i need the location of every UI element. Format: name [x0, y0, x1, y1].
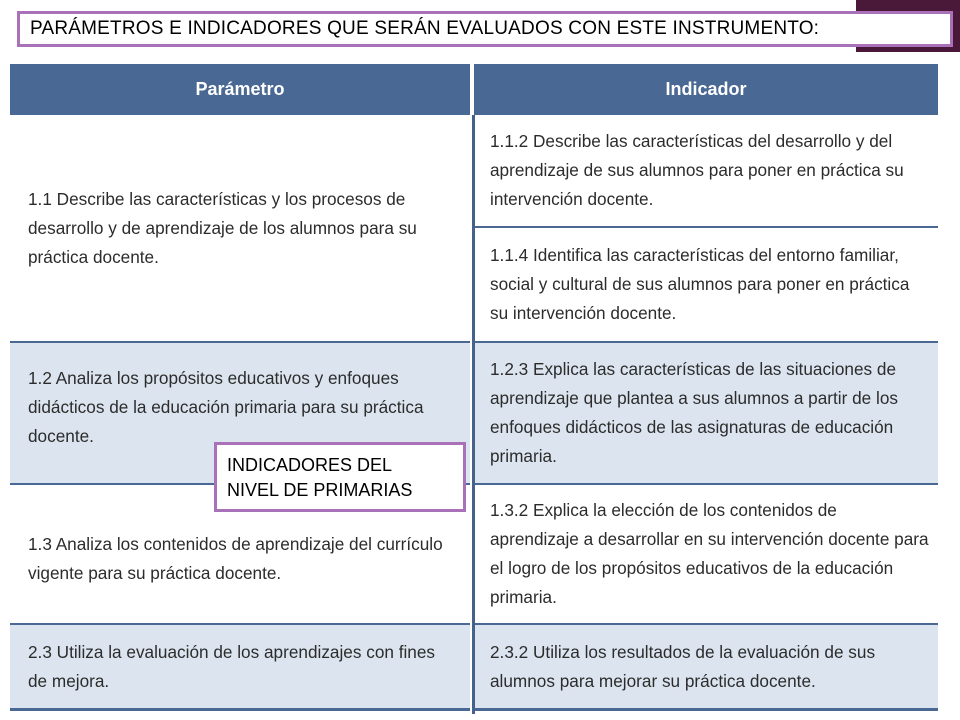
- parametro-cell: 1.1 Describe las características y los procesos de desarrollo y de aprendizaje de los alumnos para su práctica docente.: [28, 188, 417, 267]
- parametro-cell: 2.3 Utiliza la evaluación de los aprendizajes con fines de mejora.: [28, 641, 436, 691]
- callout-line-1: INDICADORES DEL: [227, 455, 393, 475]
- indicador-cell: 1.2.3 Explica las características de las situaciones de aprendizaje que plantea a sus alumnos a partir de los enfoques didácticos de las asignaturas de educación primaria.: [490, 359, 898, 466]
- column-divider: [472, 115, 475, 714]
- indicador-cell: 1.1.2 Describe las características del desarrollo y del aprendizaje de sus alumnos para poner en práctica su intervención docente.: [490, 131, 904, 209]
- parametro-cell: 1.3 Analiza los contenidos de aprendizaje del currículo vigente para su práctica docente.: [28, 534, 443, 583]
- indicador-cell: 1.3.2 Explica la elección de los contenidos de aprendizaje a desarrollar en su intervención docente para el logro de los propósitos educativos de la educación primaria.: [490, 500, 929, 607]
- indicador-cell: 2.3.2 Utiliza los resultados de la evaluación de sus alumnos para mejorar su práctica docente.: [490, 641, 876, 691]
- parametro-cell: 1.2 Analiza los propósitos educativos y enfoques didácticos de la educación primaria para su práctica docente.: [28, 367, 424, 446]
- header-parametro: Parámetro: [10, 64, 470, 115]
- header-indicador: Indicador: [474, 64, 938, 115]
- parameters-table: [10, 64, 938, 714]
- callout-line-2: NIVEL DE PRIMARIAS: [227, 480, 413, 500]
- callout-box: [214, 442, 466, 512]
- indicador-cell: 1.1.4 Identifica las características del entorno familiar, social y cultural de sus alumnos para poner en práctica su intervención docente.: [490, 245, 910, 323]
- page-title: PARÁMETROS E INDICADORES QUE SERÁN EVALUADOS CON ESTE INSTRUMENTO:: [17, 11, 953, 47]
